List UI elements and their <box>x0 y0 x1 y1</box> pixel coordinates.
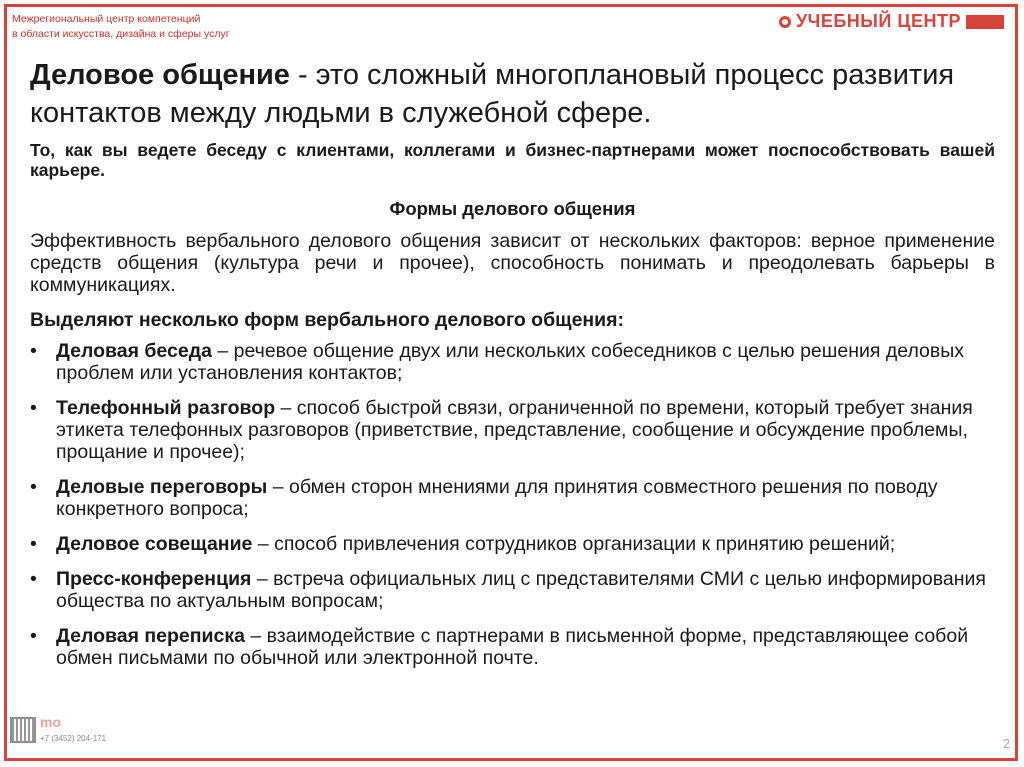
bullet-icon: • <box>30 476 37 498</box>
brand-badge-icon <box>966 15 1004 29</box>
org-header-line-1: Межрегиональный центр компетенций <box>12 13 201 25</box>
bullet-icon: • <box>30 340 37 362</box>
brand-circle-icon <box>779 16 791 28</box>
sub-lead: То, как вы ведете беседу с клиентами, коллегами и бизнес-партнерами может поспособствовать вашей карьере. <box>30 140 995 180</box>
brand-logo <box>779 11 1004 32</box>
effectiveness-paragraph: Эффективность вербального делового общения зависит от нескольких факторов: верное применение средств общения (культура речи и прочее), способность понимать и преодолевать барьеры в коммуникациях. <box>30 230 995 296</box>
footer-brand: mo <box>40 714 61 730</box>
page-number: 2 <box>1002 736 1010 751</box>
list-item <box>30 568 995 612</box>
list-item <box>30 476 995 520</box>
item-description: – речевое общение двух или нескольких собеседников с целью решения деловых проблем или установления контактов; <box>56 340 965 384</box>
org-header <box>12 12 230 42</box>
brand-name: УЧЕБНЫЙ ЦЕНТР <box>795 11 961 31</box>
list-title: Выделяют несколько форм вербального делового общения: <box>30 309 625 331</box>
list-item <box>30 625 995 669</box>
list-item <box>30 340 995 384</box>
bullet-icon: • <box>30 397 37 419</box>
lead-definition <box>30 56 995 132</box>
item-description: – обмен сторон мнениями для принятия совместного решения по поводу конкретного вопроса; <box>56 476 938 520</box>
org-header-line-2: в области искусства, дизайна и сферы услуг <box>12 28 230 40</box>
bullet-icon: • <box>30 568 37 590</box>
qr-code-icon <box>10 717 36 743</box>
lead-term: Деловое общение <box>30 59 290 91</box>
footer-phone: +7 (3452) 204-171 <box>40 734 107 743</box>
item-term: Деловая беседа <box>56 340 212 362</box>
item-term: Деловые переговоры <box>56 476 268 498</box>
item-term: Пресс-конференция <box>56 568 252 590</box>
item-term: Деловая переписка <box>56 625 245 647</box>
item-term: Деловое совещание <box>56 533 253 555</box>
item-description: – способ привлечения сотрудников организации к принятию решений; <box>252 533 896 555</box>
bullet-icon: • <box>30 533 37 555</box>
item-description: – встреча официальных лиц с представителями СМИ с целью информирования общества по актуальным вопросам; <box>56 568 986 612</box>
bullet-icon: • <box>30 625 37 647</box>
item-description: – взаимодействие с партнерами в письменной форме, представляющее собой обмен письмами по обычной или электронной почте. <box>56 625 969 669</box>
section-title: Формы делового общения <box>389 198 636 219</box>
list-item <box>30 533 995 555</box>
list-item <box>30 397 995 463</box>
item-term: Телефонный разговор <box>56 397 276 419</box>
slide-content <box>30 56 995 682</box>
forms-list <box>30 340 995 669</box>
lead-definition-text: - это сложный многоплановый процесс развития контактов между людьми в служебной сфере. <box>30 59 955 129</box>
item-description: – способ быстрой связи, ограниченной по времени, который требует знания этикета телефонных разговоров (приветствие, представление, сообщение и обсуждение проблемы, прощание и прочее); <box>56 397 973 463</box>
